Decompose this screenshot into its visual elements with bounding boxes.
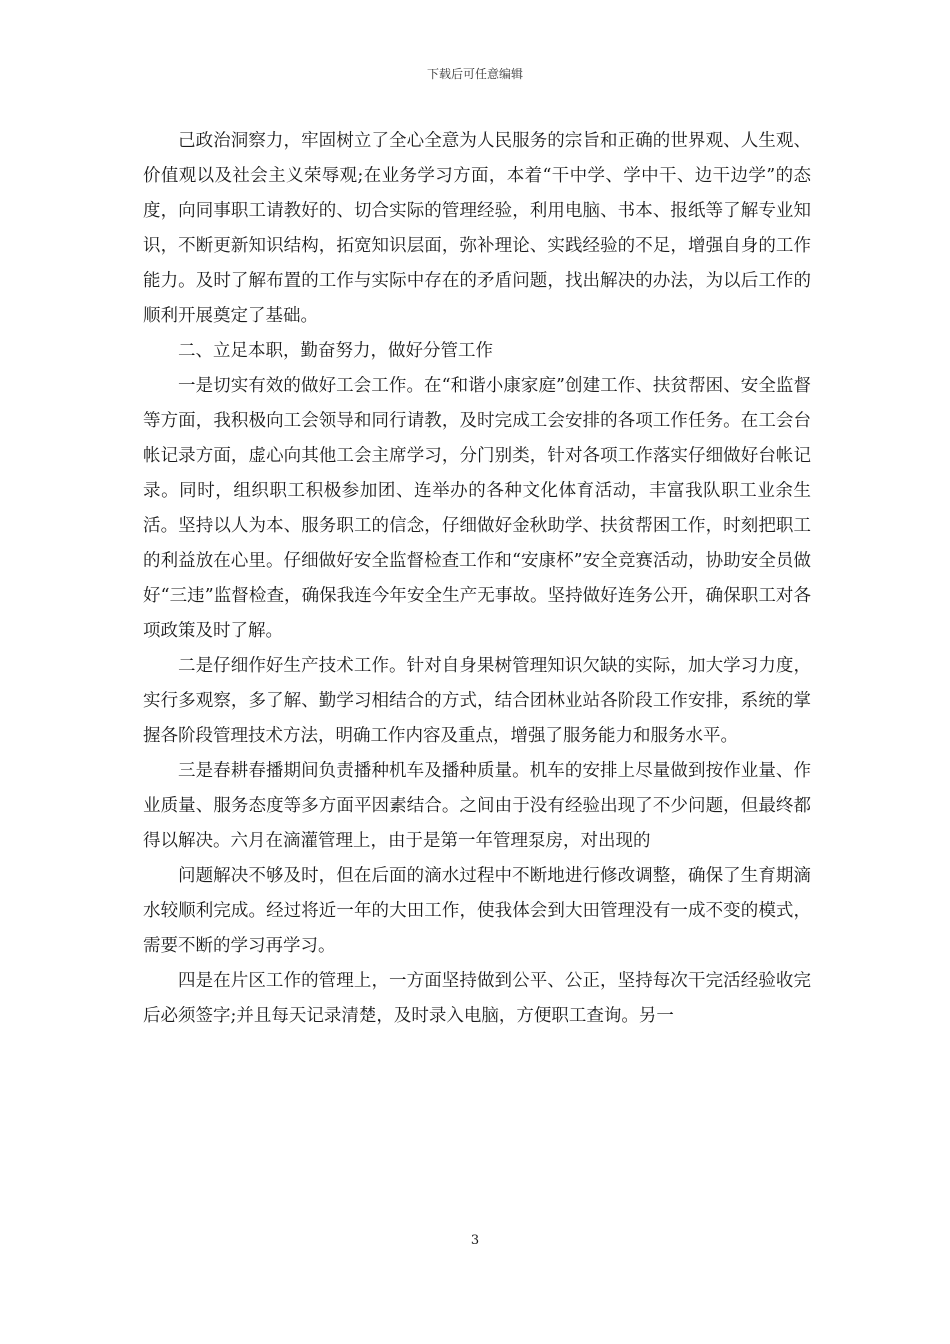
section-heading: 二、立足本职，勤奋努力，做好分管工作 <box>178 341 493 361</box>
paragraph-spring-sowing: 三是春耕春播期间负责播种机车及播种质量。机车的安排上尽量做到按作业量、作业质量、服务态度等多方面平因素结合。之间由于没有经验出现了不少问题，但最终都得以解决。六月在滴灌管理上，由于是第一年管理泵房，对出现的 <box>143 761 811 851</box>
paragraph-1: 己政治洞察力，牢固树立了全心全意为人民服务的宗旨和正确的世界观、人生观、价值观以及社会主义荣辱观;在业务学习方面，本着“干中学、学中干、边干边学”的态度，向同事职工请教好的、切合实际的管理经验，利用电脑、书本、报纸等了解专业知识，不断更新知识结构，拓宽知识层面，弥补理论、实践经验的不足，增强自身的工作能力。及时了解布置的工作与实际中存在的矛盾问题，找出解决的办法，为以后工作的顺利开展奠定了基础。 <box>143 131 811 326</box>
paragraph-technical-work: 二是仔细作好生产技术工作。针对自身果树管理知识欠缺的实际，加大学习力度，实行多观察，多了解、勤学习相结合的方式，结合团林业站各阶段工作安排，系统的掌握各阶段管理技术方法，明确工作内容及重点，增强了服务能力和服务水平。 <box>143 656 811 746</box>
document-body <box>143 124 811 1034</box>
page-header: 下载后可任意编辑 <box>426 67 523 81</box>
paragraph-union-work: 一是切实有效的做好工会工作。在“和谐小康家庭”创建工作、扶贫帮困、安全监督等方面，我积极向工会领导和同行请教，及时完成工会安排的各项工作任务。在工会台帐记录方面，虚心向其他工会主席学习，分门别类，针对各项工作落实仔细做好台帐记录。同时，组织职工积极参加团、连举办的各种文化体育活动，丰富我队职工业余生活。坚持以人为本、服务职工的信念，仔细做好金秋助学、扶贫帮困工作，时刻把职工的利益放在心里。仔细做好安全监督检查工作和“安康杯”安全竞赛活动，协助安全员做好“三违”监督检查，确保我连今年安全生产无事故。坚持做好连务公开，确保职工对各项政策及时了解。 <box>143 376 811 641</box>
paragraph-drip-irrigation: 问题解决不够及时，但在后面的滴水过程中不断地进行修改调整，确保了生育期滴水较顺利完成。经过将近一年的大田工作，使我体会到大田管理没有一成不变的模式，需要不断的学习再学习。 <box>143 866 811 956</box>
paragraph-area-management: 四是在片区工作的管理上，一方面坚持做到公平、公正，坚持每次干完活经验收完后必须签字;并且每天记录清楚，及时录入电脑，方便职工查询。另一 <box>143 971 811 1026</box>
page-number: 3 <box>470 1233 480 1248</box>
